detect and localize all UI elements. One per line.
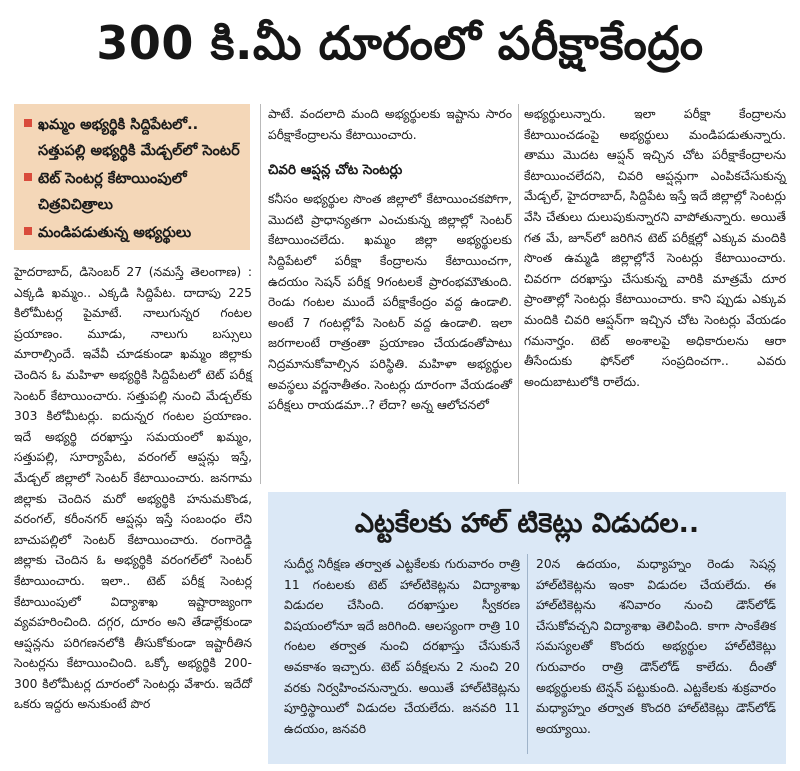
article-column-1 (14, 262, 252, 715)
hall-tickets-column-1 (284, 554, 520, 739)
article-paragraph: కనీసం అభ్యర్థుల సొంత జిల్లాలో కేటాయించకపోగా, మొదటి ప్రాధాన్యతగా ఎంచుకున్న జిల్లాల్లో సెంటర్ కేటాయించలేదు. ఖమ్మం జిల్లా అభ్యర్థులకు సిద్దిపేటలో పరీక్షా కేంద్రాలను కేటాయించగా, ఉదయం సెషన్ పరీక్ష 9గంటలకే ప్రారంభమౌతుంది. రెండు గంటల ముందే పరీక్షాకేంద్రం వద్ద ఉండాలి. అంటే 7 గంటల్లోపే సెంటర్ వద్ద ఉండాలి. ఇలా జరగాలంటే రాత్రంతా ప్రయాణం చేయడంతోపాటు నిద్రమానుకోవాల్సిన పరిస్థితి. మహిళా అభ్యర్థుల అవస్థలు వర్ణనాతీతం. సెంటర్లు దూరంగా వేయడంతో పరీక్షలు రాయడమా..? లేదా? అన్న ఆలోచనలో (268, 192, 512, 413)
article-column-3 (524, 104, 786, 392)
article-paragraph: సుదీర్ఘ నిరీక్షణ తర్వాత ఎట్టకేలకు గురువారం రాత్రి 11 గంటలకు టెట్ హాల్‌టికెట్లను విద్యాశాఖ విడుదల చేసింది. దరఖాస్తుల స్వీకరణ విషయంలోనూ ఇదే జరిగింది. ఆలస్యంగా రాత్రి 10 గంటల తర్వాత నుంచి దరఖాస్తు చేసుకునే అవకాశం ఇచ్చారు. టెట్ పరీక్షలను 2 నుంచి 20 వరకు నిర్వహించనున్నారు. అయితే హాల్‌టికెట్లను పూర్తిస్థాయిలో విడుదల చేయలేదు. జనవరి 11 ఉదయం, జనవరి (284, 557, 520, 736)
highlight-item (24, 166, 242, 218)
highlights-box (14, 104, 250, 250)
headline: 300 కి.మీ దూరంలో పరీక్షాకేంద్రం (96, 16, 704, 70)
highlight-text: ఖమ్మం అభ్యర్థికి సిద్దిపేటలో.. సత్తుపల్లి అభ్యర్థికి మేడ్చల్‌లో సెంటర్ (38, 117, 240, 159)
column-divider (260, 104, 261, 484)
article-paragraph: పాటే. వందలాది మంది అభ్యర్థులకు ఇష్టాను సారం పరీక్షాకేంద్రాలను కేటాయించారు. (268, 107, 512, 142)
column-divider (518, 104, 519, 484)
hall-tickets-box (268, 492, 786, 764)
section-subheading: చివరి ఆప్షన్ల చోట సెంటర్లు (268, 162, 403, 179)
hall-tickets-title: ఎట్టకేలకు హాల్ టికెట్లు విడుదల.. (354, 508, 700, 539)
column-divider (527, 554, 528, 754)
square-bullet-icon (24, 173, 32, 181)
article-paragraph: అభ్యర్థులున్నారు. ఇలా పరీక్షా కేంద్రాలను కేటాయించడంపై అభ్యర్థులు మండిపడుతున్నారు. తాము మొదట ఆప్షన్ ఇచ్చిన చోట పరీక్షాకేంద్రాలను కేటాయించలేదని, చివరి ఆప్షన్లుగా ఎంపికచేసుకున్న మేడ్చల్, హైదరాబాద్, సిద్దిపేట ఇస్తే ఇదే జిల్లాల్లో సెంటర్లు వేసి చేతులు దులుపుకున్నారని వాపోతున్నారు. అయితే గత మే, జూన్‌లో జరిగిన టెట్ పరీక్షల్లో ఎక్కువ మందికి సొంత ఉమ్మడి జిల్లాల్లోనే సెంటర్లు కేటాయించారు. చివరగా దరఖాస్తు చేసుకున్న వారికి మాత్రమే దూర ప్రాంతాల్లో సెంటర్లు కేటాయించారు. కాని ప్పుడు ఎక్కువ మందికి చివరి ఆప్షన్‌గా ఇచ్చిన చోట సెంటర్లు వేయడం గమనార్హం. టెట్ అంశాలపై అధికారులను ఆరా తీసేందుకు ఫోన్‌లో సంప్రదించగా.. ఎవరు అందుబాటులోకి రాలేదు. (524, 107, 786, 389)
article-paragraph: 20న ఉదయం, మధ్యాహ్నం రెండు సెషన్ల హాల్‌టికెట్లను ఇంకా విడుదల చేయలేదు. ఈ హాల్‌టికెట్లను శనివారం నుంచి డౌన్‌లోడ్ చేసుకోవచ్చని విద్యాశాఖ తెలిపింది. కాగా సాంకేతిక సమస్యలతో కొందరు అభ్యర్థుల హాల్‌టికెట్లు గురువారం రాత్రి డౌన్‌లోడ్ కాలేదు. దీంతో అభ్యర్థులకు టెన్షన్ పట్టుకుంది. ఎట్టకేలకు శుక్రవారం మధ్యాహ్నం తర్వాత కొందరి హాల్‌టికెట్లు డౌన్‌లోడ్ అయ్యాయి. (536, 557, 776, 736)
highlight-text: టెట్ సెంటర్ల కేటాయింపులో చిత్రవిచిత్రాలు (38, 171, 187, 213)
hall-tickets-column-2 (536, 554, 776, 739)
article-column-2 (268, 104, 512, 416)
article-paragraph: హైదరాబాద్, డిసెంబర్ 27 (నమస్తే తెలంగాణ) : ఎక్కడి ఖమ్మం.. ఎక్కడి సిద్దిపేట. దాదాపు 225 కిలోమీటర్ల పైమాటే. నాలుగున్నర గంటల ప్రయాణం. మూడు, నాలుగు బస్సులు మారాల్సిందే. ఇవేవీ చూడకుండా ఖమ్మం జిల్లాకు చెందిన ఓ మహిళా అభ్యర్థికి సిద్దిపేటలో టెట్ పరీక్ష సెంటర్ కేటాయించారు. సత్తుపల్లి నుంచి మేడ్చల్‌కు 303 కిలోమీటర్లు. ఐదున్నర గంటల ప్రయాణం. ఇదే అభ్యర్థి దరఖాస్తు సమయంలో ఖమ్మం, సత్తుపల్లి, సూర్యాపేట, వరంగల్ ఆప్షన్లు ఇస్తే, మేడ్చల్ జిల్లాలో సెంటర్ కేటాయించారు. జనగామ జిల్లాకు చెందిన మరో అభ్యర్థికి హనుమకొండ, వరంగల్, కరీంనగర్ ఆప్షన్లు ఇస్తే సంబంధం లేని బాచుపల్లిలో సెంటర్ కేటాయించారు. రంగారెడ్డి జిల్లాకు చెందిన ఓ అభ్యర్థికి వరంగల్‌లో సెంటర్ కేటాయించారు. ఇలా.. టెట్ పరీక్ష సెంటర్ల కేటాయింపులో విద్యాశాఖ ఇష్టారాజ్యంగా వ్యవహరించింది. దగ్గర, దూరం అని తేడాల్లేకుండా ఆప్షన్లను పరిగణనలోకి తీసుకోకుండా ఇష్టారీతిన సెంటర్లను కేటాయించింది. ఒక్కో అభ్యర్థికి 200-300 కిలోమీటర్ల దూరంలో సెంటర్లు వేశారు. ఇదేదో ఒకరు ఇద్దరు అనుకుంటే పొర (14, 265, 252, 712)
square-bullet-icon (24, 119, 32, 127)
highlight-item (24, 220, 242, 246)
highlight-text: మండిపడుతున్న అభ్యర్థులు (38, 225, 192, 241)
highlight-item (24, 112, 242, 164)
square-bullet-icon (24, 227, 32, 235)
